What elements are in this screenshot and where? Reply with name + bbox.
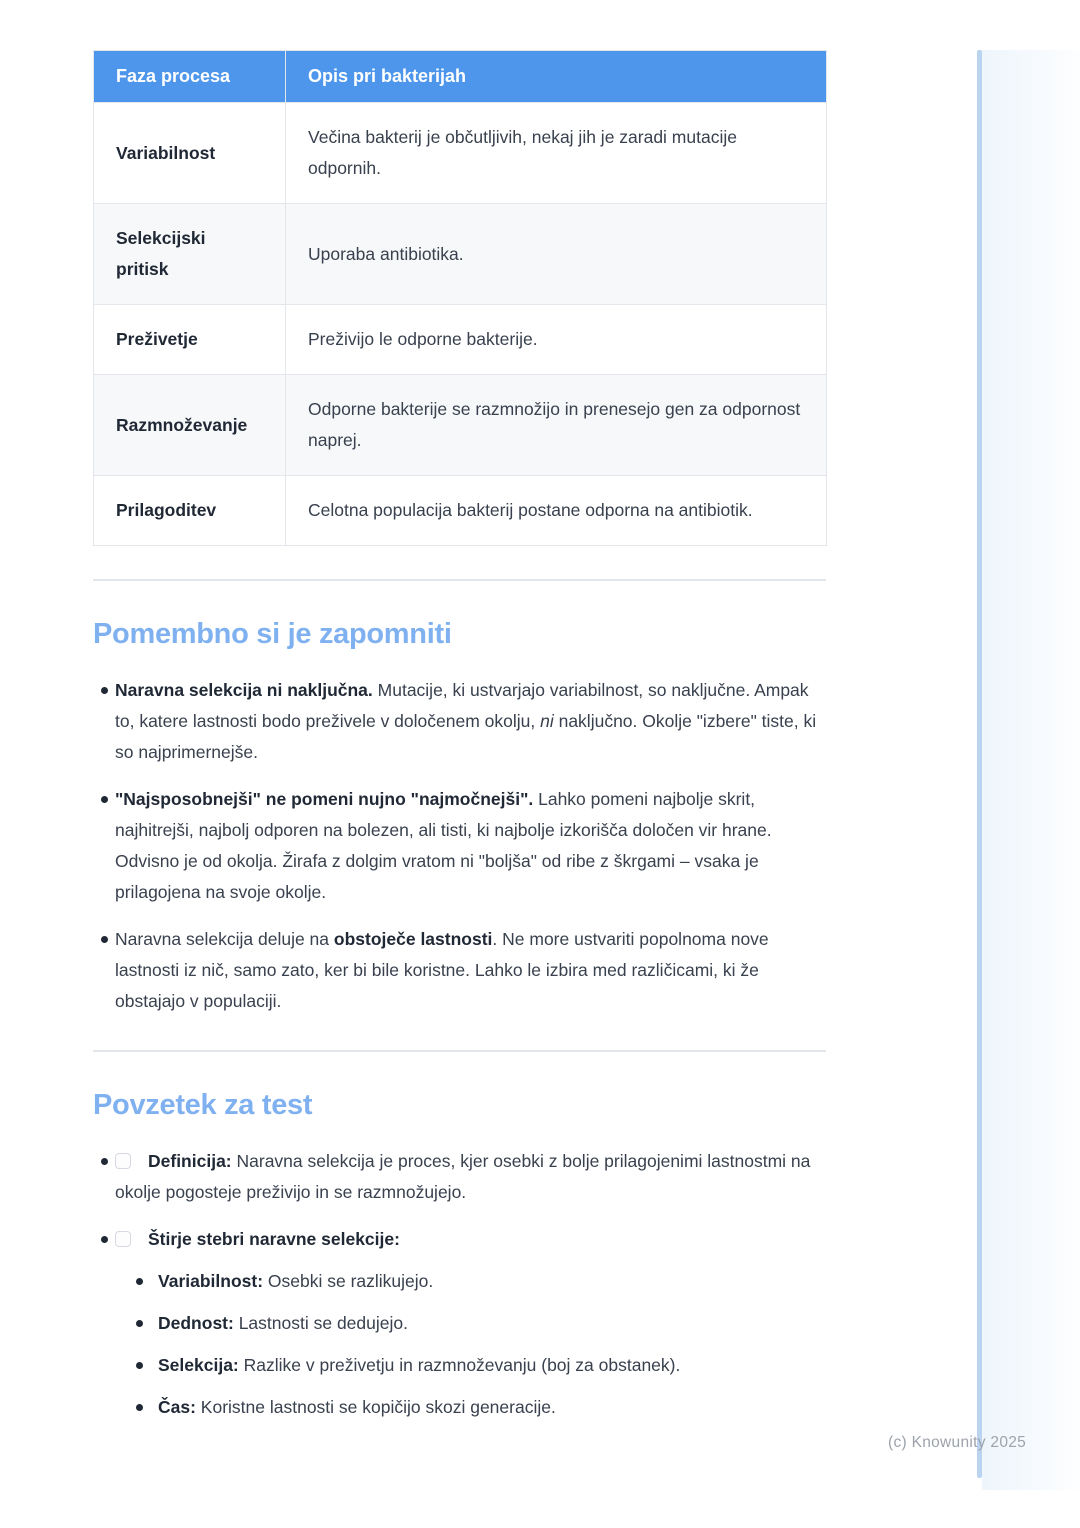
list-item-text: "Najsposobnejši" ne pomeni nujno "najmočnejši". Lahko pomeni najbolje skrit, najhitrejši, najbolj odporen na bolezen, ali tisti, ki najbolje izkorišča določen vir hrane. Odvisno je od okolja. Žirafa z dolgim vratom ni "boljša" od ribe z škrgami – vsaka je prilagojena na svoje okolje. <box>115 789 772 902</box>
table-cell-desc: Večina bakterij je občutljivih, nekaj jih je zaradi mutacije odpornih. <box>286 103 827 204</box>
divider <box>93 1050 826 1052</box>
table-cell-desc: Odporne bakterije se razmnožijo in prenesejo gen za odpornost naprej. <box>286 375 827 476</box>
table-cell-phase: Variabilnost <box>94 103 286 204</box>
bullet-icon <box>136 1320 143 1327</box>
checkbox-icon[interactable] <box>115 1231 131 1247</box>
page-edge-panel <box>982 50 1080 1490</box>
sub-list-item <box>115 1266 826 1297</box>
table-cell-phase: Razmnoževanje <box>94 375 286 476</box>
list-item-text: Naravna selekcija deluje na obstoječe lastnosti. Ne more ustvariti popolnoma nove lastnosti iz nič, samo zato, ker bi bile koristne. Lahko le izbira med različicami, ki že obstajajo v populaciji. <box>115 929 769 1011</box>
table-row <box>94 476 827 546</box>
list-item <box>93 1146 826 1208</box>
sub-list-item <box>115 1350 826 1381</box>
sub-list-item <box>115 1392 826 1423</box>
process-phases-table <box>93 50 827 546</box>
table-cell-desc: Uporaba antibiotika. <box>286 204 827 305</box>
list-item-text: Naravna selekcija ni naključna. Mutacije, ki ustvarjajo variabilnost, so naključne. Ampak to, katere lastnosti bodo preživele v določenem okolju, ni naključno. Okolje "izbere" tiste, ki so najprimernejše. <box>115 680 817 762</box>
pillars-sublist <box>115 1266 826 1423</box>
list-item <box>93 924 826 1017</box>
document-content <box>93 50 826 1423</box>
checkbox-icon[interactable] <box>115 1153 131 1169</box>
page-edge-line <box>977 50 982 1478</box>
list-item-text: Štirje stebri naravne selekcije: <box>148 1229 400 1249</box>
table-row <box>94 375 827 476</box>
bullet-icon <box>101 796 108 803</box>
table-cell-desc: Preživijo le odporne bakterije. <box>286 305 827 375</box>
bullet-icon <box>136 1362 143 1369</box>
bullet-icon <box>101 1236 108 1243</box>
table-cell-phase: Preživetje <box>94 305 286 375</box>
table-header-phase: Faza procesa <box>94 51 286 103</box>
sub-list-item-text: Čas: Koristne lastnosti se kopičijo skozi generacije. <box>158 1397 556 1417</box>
copyright-watermark: (c) Knowunity 2025 <box>888 1434 1027 1451</box>
section-heading-remember: Pomembno si je zapomniti <box>93 618 452 650</box>
sub-list-item-text: Dednost: Lastnosti se dedujejo. <box>158 1313 408 1333</box>
table-cell-desc: Celotna populacija bakterij postane odporna na antibiotik. <box>286 476 827 546</box>
sub-list-item-text: Variabilnost: Osebki se razlikujejo. <box>158 1271 434 1291</box>
sub-list-item <box>115 1308 826 1339</box>
bullet-icon <box>136 1278 143 1285</box>
list-item <box>93 784 826 908</box>
table-cell-phase: Prilagoditev <box>94 476 286 546</box>
bullet-icon <box>101 936 108 943</box>
table-row <box>94 204 827 305</box>
table-row <box>94 305 827 375</box>
bullet-icon <box>101 1158 108 1165</box>
bullet-icon <box>101 687 108 694</box>
table-header-desc: Opis pri bakterijah <box>286 51 827 103</box>
summary-list <box>93 1146 826 1423</box>
divider <box>93 579 826 581</box>
table-header-row <box>94 51 827 103</box>
table-row <box>94 103 827 204</box>
bullet-icon <box>136 1404 143 1411</box>
sub-list-item-text: Selekcija: Razlike v preživetju in razmnoževanju (boj za obstanek). <box>158 1355 681 1375</box>
table-cell-phase: Selekcijski pritisk <box>94 204 286 305</box>
section-heading-summary: Povzetek za test <box>93 1089 313 1121</box>
list-item-text: Definicija: Naravna selekcija je proces, kjer osebki z bolje prilagojenimi lastnostmi na okolje pogosteje preživijo in se razmnožujejo. <box>115 1151 811 1202</box>
list-item <box>93 675 826 768</box>
list-item <box>93 1224 826 1423</box>
remember-list <box>93 675 826 1017</box>
